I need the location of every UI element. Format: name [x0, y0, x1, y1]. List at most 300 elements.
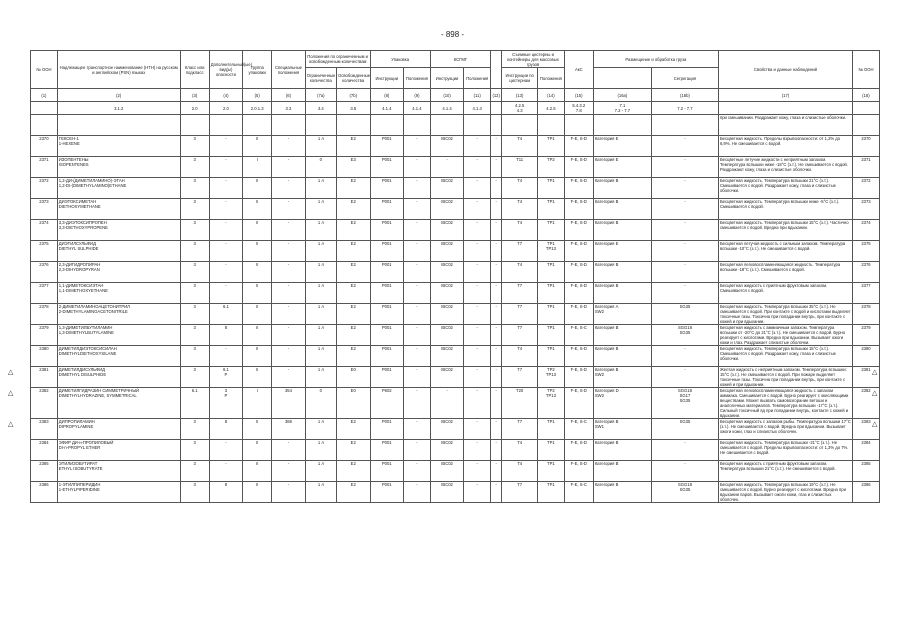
- column-reference: [31, 102, 58, 115]
- packing-provision: -: [404, 325, 431, 346]
- header-col12: [491, 51, 502, 89]
- packing-instruction: P001: [370, 178, 404, 199]
- un-number: 2384: [31, 440, 58, 461]
- tank-provision: TP1: [538, 482, 565, 503]
- stowage-category: Категория Е: [593, 136, 651, 157]
- un-number-right: 2378: [852, 304, 879, 325]
- limited-quantity: 1 л: [305, 419, 336, 440]
- class: 3: [180, 482, 209, 503]
- properties: Бесцветная жидкость с приятным фруктовым запахом. Температура вспышки 21°С (з.т.). Не смешивается с водой.: [718, 461, 852, 482]
- un-number-right: 2374: [852, 220, 879, 241]
- name-russian: 1,2-ДИ-(ДИМЕТИЛАМИНО)-ЭТАН: [58, 178, 125, 183]
- packing-group: II: [243, 461, 272, 482]
- header-properties: Свойства и данные наблюдений: [718, 51, 852, 89]
- class: 3: [180, 367, 209, 388]
- table-row: [31, 367, 880, 388]
- class: 3: [180, 419, 209, 440]
- ems: F-E, S-D: [564, 440, 593, 461]
- packing-provision: -: [404, 283, 431, 304]
- class: 3: [180, 283, 209, 304]
- subsidiary-risk: 8: [209, 419, 243, 440]
- name: [57, 388, 180, 419]
- packing-group: II: [243, 283, 272, 304]
- ibc-instruction: IBC02: [430, 241, 464, 262]
- name-russian: ДИМЕТИЛГИДРАЗИН СИММЕТРИЧНЫЙ: [58, 388, 140, 393]
- subsidiary-risk: 3 P: [209, 388, 243, 419]
- subsidiary-risk: -: [209, 220, 243, 241]
- packing-instruction: P001: [370, 199, 404, 220]
- col12-value: -: [491, 482, 502, 503]
- ibc-provision: -: [464, 136, 491, 157]
- ibc-provision: -: [464, 199, 491, 220]
- packing-group: II: [243, 482, 272, 503]
- excepted-quantity: E2: [336, 199, 370, 220]
- ems: F-E, S-D: [564, 136, 593, 157]
- subsidiary-risk: -: [209, 346, 243, 367]
- stowage-category: Категория В SW2: [593, 367, 651, 388]
- stowage-category: Категория В: [593, 220, 651, 241]
- excepted-quantity: E2: [336, 461, 370, 482]
- packing-group: II: [243, 304, 272, 325]
- amendment-triangle-icon: △: [8, 368, 14, 376]
- column-reference: [852, 102, 879, 115]
- ems: F-E, S-D: [564, 157, 593, 178]
- class: 3: [180, 136, 209, 157]
- special-provisions: -: [272, 220, 306, 241]
- packing-instruction: P001: [370, 262, 404, 283]
- properties: Бесцветная жидкость. Температура вспышки 15°С (з.т.). Смешивается с водой. Раздражает кожу, глаза и слизистые оболочки.: [718, 346, 852, 367]
- ibc-provision: -: [464, 388, 491, 419]
- name-russian: ГЕКСЕН-1: [58, 136, 79, 141]
- col12-value: -: [491, 262, 502, 283]
- ibc-instruction: IBC02: [430, 346, 464, 367]
- name: [57, 241, 180, 262]
- column-number: (2): [57, 89, 180, 102]
- column-number: (9): [404, 89, 431, 102]
- name-english: 3,3-DIETHOXYPROPENE: [58, 225, 108, 230]
- limited-quantity: 1 л: [305, 346, 336, 367]
- ems: F-E, S-C: [564, 325, 593, 346]
- packing-group: II: [243, 440, 272, 461]
- segregation: -: [651, 346, 718, 367]
- class: 3: [180, 262, 209, 283]
- packing-instruction: P001: [370, 325, 404, 346]
- ems: F-E, S-D: [564, 461, 593, 482]
- header-packing-group: Группа упаковки: [243, 51, 272, 89]
- column-number: (18): [852, 89, 879, 102]
- tank-instruction: T7: [502, 283, 538, 304]
- ibc-provision: -: [464, 367, 491, 388]
- packing-instruction: P001: [370, 367, 404, 388]
- un-number-right: 2381: [852, 367, 879, 388]
- table-row: [31, 388, 880, 419]
- col12-value: -: [491, 367, 502, 388]
- limited-quantity: 1 л: [305, 325, 336, 346]
- tank-provision: TP1: [538, 419, 565, 440]
- column-number: (13): [502, 89, 538, 102]
- un-number: 2382: [31, 388, 58, 419]
- special-provisions: 386: [272, 419, 306, 440]
- stowage-category: Категория Е: [593, 157, 651, 178]
- limited-quantity: 1 л: [305, 283, 336, 304]
- limited-quantity: 1 л: [305, 199, 336, 220]
- subsidiary-risk: 8: [209, 325, 243, 346]
- un-number: 2375: [31, 241, 58, 262]
- special-provisions: 354: [272, 388, 306, 419]
- tank-provision: TP2: [538, 157, 565, 178]
- stowage-category: Категория В: [593, 461, 651, 482]
- tank-provision: TP1 TP13: [538, 241, 565, 262]
- special-provisions: -: [272, 346, 306, 367]
- packing-provision: -: [404, 388, 431, 419]
- ibc-instruction: IBC02: [430, 283, 464, 304]
- excepted-quantity: E2: [336, 241, 370, 262]
- packing-provision: -: [404, 461, 431, 482]
- special-provisions: -: [272, 199, 306, 220]
- properties: Бесцветная летучая жидкость с сильным запахом. Температура вспышки -10°С (з.т.). Не смешивается с водой.: [718, 241, 852, 262]
- name-english: 1-ETHYLPIPERIDINE: [58, 487, 100, 492]
- packing-group: II: [243, 241, 272, 262]
- column-number: (5): [243, 89, 272, 102]
- un-number-right: 2375: [852, 241, 879, 262]
- packing-instruction: P001: [370, 461, 404, 482]
- header-tanks: Съемные цистерны и контейнеры для массовых грузов: [502, 51, 565, 68]
- un-number: 2371: [31, 157, 58, 178]
- special-provisions: -: [272, 304, 306, 325]
- packing-provision: -: [404, 157, 431, 178]
- stowage-category: Категория Е: [593, 241, 651, 262]
- subsidiary-risk: -: [209, 199, 243, 220]
- header-segregation: Сегрегация: [651, 68, 718, 89]
- class: 3: [180, 440, 209, 461]
- continued-note: при смешивании. Раздражает кожу, глаза и слизистые оболочки.: [718, 115, 852, 136]
- amendment-triangle-icon: △: [872, 368, 878, 376]
- limited-quantity: 0: [305, 388, 336, 419]
- stowage-category: Категория В: [593, 325, 651, 346]
- ems: F-E, S-C: [564, 419, 593, 440]
- ems: F-E, S-D: [564, 304, 593, 325]
- header-stowage: Размещение и обработка груза: [593, 51, 718, 68]
- column-number: (8): [370, 89, 404, 102]
- tank-provision: TP2 TP13: [538, 388, 565, 419]
- subsidiary-risk: -: [209, 283, 243, 304]
- class: 3: [180, 199, 209, 220]
- column-number: (6): [272, 89, 306, 102]
- un-number-right: 2383: [852, 419, 879, 440]
- column-reference: 7.2 - 7.7: [651, 102, 718, 115]
- excepted-quantity: E2: [336, 220, 370, 241]
- segregation: -: [651, 178, 718, 199]
- ibc-instruction: -: [430, 388, 464, 419]
- packing-instruction: P001: [370, 419, 404, 440]
- subsidiary-risk: -: [209, 157, 243, 178]
- limited-quantity: 1 л: [305, 367, 336, 388]
- packing-group: II: [243, 367, 272, 388]
- un-number: 2377: [31, 283, 58, 304]
- table-row: [31, 136, 880, 157]
- column-number: (4): [209, 89, 243, 102]
- excepted-quantity: E2: [336, 346, 370, 367]
- name: [57, 136, 180, 157]
- column-number: (12): [491, 89, 502, 102]
- tank-instruction: T4: [502, 346, 538, 367]
- name-english: 1-HEXENE: [58, 141, 80, 146]
- tank-instruction: T7: [502, 304, 538, 325]
- packing-provision: -: [404, 199, 431, 220]
- limited-quantity: 1 л: [305, 178, 336, 199]
- excepted-quantity: E0: [336, 367, 370, 388]
- segregation: -: [651, 262, 718, 283]
- class: 6.1: [180, 388, 209, 419]
- segregation: SGG18 SG35: [651, 482, 718, 503]
- packing-group: II: [243, 178, 272, 199]
- packing-instruction: P001: [370, 346, 404, 367]
- segregation: -: [651, 440, 718, 461]
- column-reference: 7.1 7.2 - 7.7: [593, 102, 651, 115]
- packing-group: II: [243, 325, 272, 346]
- ibc-provision: -: [464, 304, 491, 325]
- name-russian: ЭТИЛИЗОБУТИРАТ: [58, 461, 98, 466]
- ibc-instruction: IBC02: [430, 461, 464, 482]
- col12-value: -: [491, 199, 502, 220]
- class: 3: [180, 304, 209, 325]
- header-ibc: КСГМГ: [430, 51, 490, 68]
- name-english: DIMETHYLDIETHOXYSILANE: [58, 351, 117, 356]
- segregation: -: [651, 367, 718, 388]
- ibc-instruction: IBC02: [430, 136, 464, 157]
- un-number-right: 2372: [852, 178, 879, 199]
- column-reference: 4.1.4: [404, 102, 431, 115]
- col12-value: -: [491, 419, 502, 440]
- header-un-number-right: № ООН: [852, 51, 879, 89]
- packing-provision: -: [404, 440, 431, 461]
- table-row: [31, 325, 880, 346]
- column-number: (17): [718, 89, 852, 102]
- name-russian: 2-ДИМЕТИЛАМИНОАЦЕТОНИТРИЛ: [58, 304, 130, 309]
- excepted-quantity: E2: [336, 482, 370, 503]
- un-number: 2373: [31, 199, 58, 220]
- name-russian: 1,3-ДИМЕТИЛБУТИЛАМИН: [58, 325, 113, 330]
- col12-value: -: [491, 461, 502, 482]
- tank-instruction: T7: [502, 482, 538, 503]
- tank-instruction: T7: [502, 241, 538, 262]
- tank-provision: TP1: [538, 440, 565, 461]
- ibc-instruction: IBC02: [430, 199, 464, 220]
- packing-provision: -: [404, 262, 431, 283]
- col12-value: -: [491, 283, 502, 304]
- name-russian: 2,3-ДИГИДРОПИРАН: [58, 262, 101, 267]
- ems: F-E, S-D: [564, 262, 593, 283]
- ems: F-E, S-D: [564, 220, 593, 241]
- col12-value: -: [491, 136, 502, 157]
- ibc-instruction: IBC02: [430, 220, 464, 241]
- header-special-provisions: Специальные положения: [272, 51, 306, 89]
- un-number-right: 2373: [852, 199, 879, 220]
- name-english: DIETHOXYMETHANE: [58, 204, 101, 209]
- tank-provision: TP2 TP13: [538, 367, 565, 388]
- ibc-provision: -: [464, 482, 491, 503]
- packing-group: II: [243, 136, 272, 157]
- name-english: DIMETHYL DISULPHIDE: [58, 372, 107, 377]
- subsidiary-risk: 6.1: [209, 304, 243, 325]
- stowage-category: Категория В: [593, 346, 651, 367]
- amendment-triangle-icon: △: [8, 389, 14, 397]
- excepted-quantity: E2: [336, 440, 370, 461]
- properties: Бесцветная жидкость. Температура вспышки -21°С (з.т.). Не смешивается с водой. Пределы взрывоопасности: от 1,3% до 7%. Не смешивается с водой.: [718, 440, 852, 461]
- un-number: 2378: [31, 304, 58, 325]
- subsidiary-risk: -: [209, 262, 243, 283]
- packing-provision: -: [404, 304, 431, 325]
- special-provisions: -: [272, 461, 306, 482]
- amendment-triangle-icon: △: [872, 389, 878, 397]
- column-reference: 3.3: [272, 102, 306, 115]
- column-number: (15): [564, 89, 593, 102]
- table-row: [31, 440, 880, 461]
- un-number-right: 2384: [852, 440, 879, 461]
- tank-provision: TP1: [538, 283, 565, 304]
- stowage-category: Категория В SW1: [593, 419, 651, 440]
- ibc-provision: -: [464, 440, 491, 461]
- amendment-triangle-icon: △: [872, 420, 878, 428]
- excepted-quantity: E2: [336, 304, 370, 325]
- name-russian: ЭФИР ДИ-н-ПРОПИЛОВЫЙ: [58, 440, 114, 445]
- packing-instruction: P602: [370, 388, 404, 419]
- header-ems: АкС: [564, 51, 593, 89]
- ibc-instruction: IBC02: [430, 419, 464, 440]
- tank-instruction: T7: [502, 325, 538, 346]
- special-provisions: -: [272, 482, 306, 503]
- ibc-provision: -: [464, 241, 491, 262]
- dangerous-goods-table: [30, 50, 880, 503]
- properties: Бесцветная жидкость с аммиачным запахом. Температура вспышки от -20°С до 21°С (з.т.). Не смешивается с водой. Бурно реагирует с кислотами. Вредна при вдыхании. Вызывает ожоги кожи и глаз. Раздражает слизистые оболочки.: [718, 325, 852, 346]
- packing-instruction: P001: [370, 482, 404, 503]
- packing-provision: -: [404, 178, 431, 199]
- name-english: 1,2-DI-(DIMETHYLAMINO)ETHANE: [58, 183, 127, 188]
- excepted-quantity: E2: [336, 178, 370, 199]
- table-row: [31, 419, 880, 440]
- class: 3: [180, 241, 209, 262]
- tank-instruction: T7: [502, 367, 538, 388]
- un-number: 2383: [31, 419, 58, 440]
- packing-group: I: [243, 157, 272, 178]
- name-english: ETHYL ISOBUTYRATE: [58, 466, 103, 471]
- header-pi: Инструкции: [370, 68, 404, 89]
- packing-instruction: P001: [370, 220, 404, 241]
- tank-provision: TP1: [538, 304, 565, 325]
- subsidiary-risk: 8: [209, 482, 243, 503]
- ems: F-E, S-D: [564, 346, 593, 367]
- packing-provision: -: [404, 482, 431, 503]
- name: [57, 262, 180, 283]
- properties: Бесцветная жидкость. Температура вспышки 15°С (з.т.). Частично смешивается с водой. Вредна при вдыхании.: [718, 220, 852, 241]
- name: [57, 440, 180, 461]
- column-reference: 3.5: [336, 102, 370, 115]
- ibc-instruction: IBC02: [430, 325, 464, 346]
- un-number: 2374: [31, 220, 58, 241]
- tank-instruction: T4: [502, 220, 538, 241]
- limited-quantity: 1 л: [305, 304, 336, 325]
- header-pp: Положения: [404, 68, 431, 89]
- column-reference: 4.1.4: [430, 102, 464, 115]
- column-reference: [491, 102, 502, 115]
- packing-instruction: P001: [370, 157, 404, 178]
- table-row: [31, 346, 880, 367]
- ems: F-E, S-D: [564, 178, 593, 199]
- un-number: 2379: [31, 325, 58, 346]
- name: [57, 157, 180, 178]
- segregation: -: [651, 199, 718, 220]
- limited-quantity: 1 л: [305, 440, 336, 461]
- properties: Бесцветные летучие жидкости с неприятным запахом. Температура вспышки ниже -18°С (з.т.). Не смешивается с водой. Раздражают кожу, глаза и слизистые оболочки.: [718, 157, 852, 178]
- class: 3: [180, 346, 209, 367]
- excepted-quantity: E2: [336, 283, 370, 304]
- ems: F-E, S-D: [564, 367, 593, 388]
- column-reference: 4.2.5: [538, 102, 565, 115]
- tank-instruction: T4: [502, 440, 538, 461]
- col12-value: -: [491, 178, 502, 199]
- ibc-provision: -: [464, 157, 491, 178]
- segregation: -: [651, 241, 718, 262]
- packing-group: I: [243, 388, 272, 419]
- name-russian: ДИПРОПИЛАМИН: [58, 419, 95, 424]
- tank-instruction: T4: [502, 178, 538, 199]
- segregation: -: [651, 136, 718, 157]
- table-row: [31, 283, 880, 304]
- name-russian: ИЗОПЕНТЕНЫ: [58, 157, 89, 162]
- column-number: (11): [464, 89, 491, 102]
- table-row: [31, 220, 880, 241]
- tank-provision: TP1: [538, 220, 565, 241]
- limited-quantity: 1 л: [305, 262, 336, 283]
- column-reference: 3.4: [305, 102, 336, 115]
- table-row: [31, 461, 880, 482]
- tank-instruction: T4: [502, 199, 538, 220]
- un-number: 2376: [31, 262, 58, 283]
- un-number: 2385: [31, 461, 58, 482]
- un-number: 2386: [31, 482, 58, 503]
- class: 3: [180, 325, 209, 346]
- packing-instruction: P001: [370, 304, 404, 325]
- column-reference: 4.2.5 4.3: [502, 102, 538, 115]
- table-row: [31, 482, 880, 503]
- packing-instruction: P001: [370, 440, 404, 461]
- ibc-instruction: -: [430, 157, 464, 178]
- name: [57, 220, 180, 241]
- un-number-right: 2371: [852, 157, 879, 178]
- packing-provision: -: [404, 241, 431, 262]
- header-ibc-provisions: Положения: [464, 68, 491, 89]
- table-row: [31, 199, 880, 220]
- properties: Бесцветная жидкость с приятным фруктовым запахом. Смешивается с водой.: [718, 283, 852, 304]
- packing-group: II: [243, 220, 272, 241]
- special-provisions: -: [272, 440, 306, 461]
- special-provisions: -: [272, 325, 306, 346]
- ibc-provision: -: [464, 178, 491, 199]
- special-provisions: -: [272, 178, 306, 199]
- header-limited-group: Положения по ограниченным и освобожденным количествам: [305, 51, 370, 68]
- amendment-triangle-icon: △: [8, 420, 14, 428]
- ibc-instruction: IBC02: [430, 178, 464, 199]
- column-reference: 5.4.3.2 7.8: [564, 102, 593, 115]
- un-number-right: 2385: [852, 461, 879, 482]
- tank-instruction: T7: [502, 419, 538, 440]
- name-english: ISOPENTENES: [58, 162, 89, 167]
- name: [57, 482, 180, 503]
- column-number: (1): [31, 89, 58, 102]
- header-class: Класс или подкласс: [180, 51, 209, 89]
- packing-provision: -: [404, 346, 431, 367]
- packing-provision: -: [404, 419, 431, 440]
